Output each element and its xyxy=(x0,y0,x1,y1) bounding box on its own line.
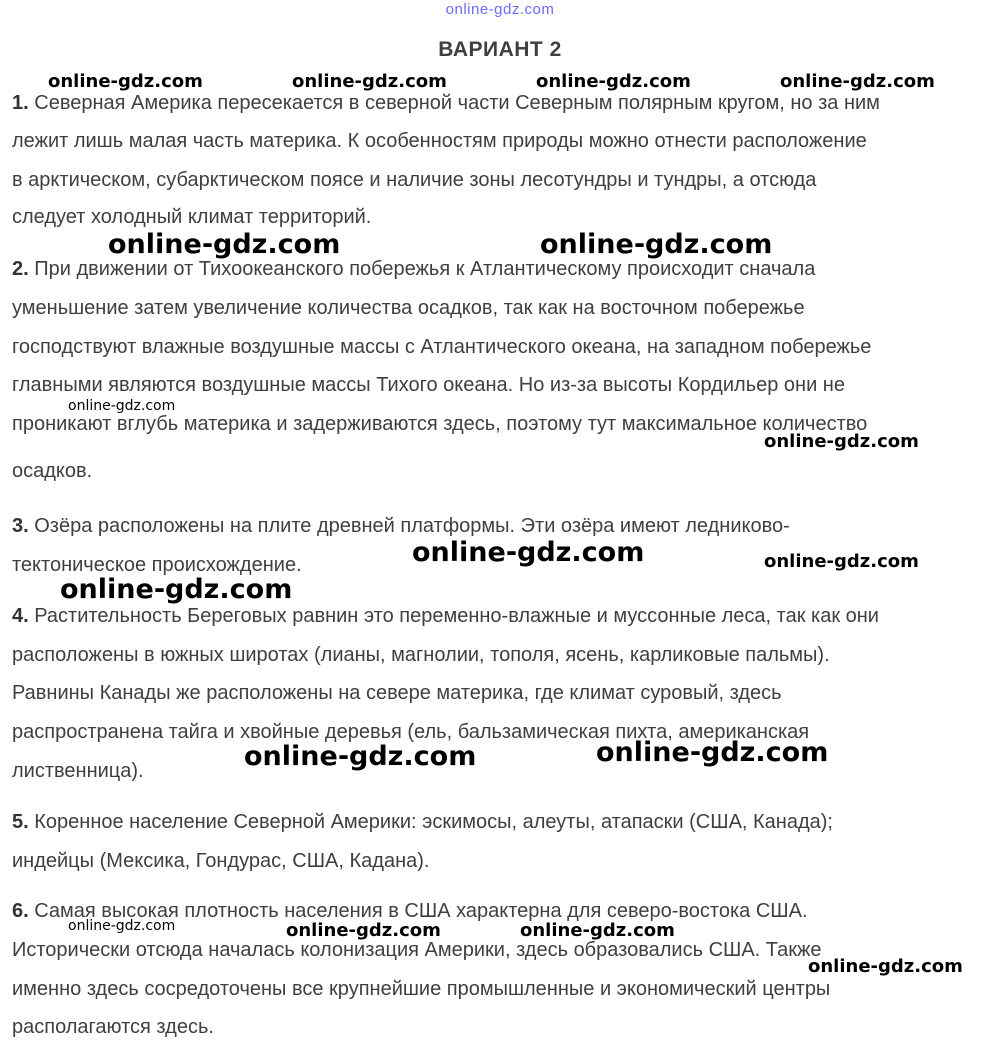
answer-text: Озёра расположены на плите древней платформы. Эти озёра имеют ледниково- xyxy=(34,515,790,537)
answer-1-line: в арктическом, субарктическом поясе и наличие зоны лесотундры и тундры, а отсюда xyxy=(12,169,817,191)
watermark: online-gdz.com xyxy=(48,71,203,92)
watermark: online-gdz.com xyxy=(292,71,447,92)
watermark: online-gdz.com xyxy=(764,431,919,452)
answer-2-line: господствуют влажные воздушные массы с Атлантического океана, на западном побережье xyxy=(12,336,872,358)
answer-6-line: располагаются здесь. xyxy=(12,1016,214,1038)
answer-number: 3. xyxy=(12,515,29,537)
watermark: online-gdz.com xyxy=(764,551,919,572)
answer-2-line: проникают вглубь материка и задерживаются здесь, поэтому тут максимальное количество xyxy=(12,413,868,435)
answer-1-line: следует холодный климат территорий. xyxy=(12,206,372,228)
answer-text: При движении от Тихоокеанского побережья к Атлантическому происходит сначала xyxy=(34,258,816,280)
answer-4-line xyxy=(12,604,879,628)
watermark: online-gdz.com xyxy=(244,741,477,772)
answer-3-line xyxy=(12,514,790,538)
answer-5-line: индейцы (Мексика, Гондурас, США, Кадана). xyxy=(12,850,430,872)
watermark: online-gdz.com xyxy=(596,737,829,768)
answer-2-line xyxy=(12,257,815,281)
answer-5-line xyxy=(12,810,833,834)
answer-text: Растительность Береговых равнин это переменно-влажные и муссонные леса, так как они xyxy=(34,605,879,627)
watermark: online-gdz.com xyxy=(286,920,441,941)
answer-3-line: тектоническое происхождение. xyxy=(12,554,302,576)
watermark: online-gdz.com xyxy=(68,918,176,934)
watermark: online-gdz.com xyxy=(808,956,963,977)
watermark: online-gdz.com xyxy=(412,537,645,568)
answer-4-line: расположены в южных широтах (лианы, магнолии, тополя, ясень, карликовые пальмы). xyxy=(12,644,830,666)
site-watermark-header: online-gdz.com xyxy=(445,1,555,18)
answer-text: Северная Америка пересекается в северной части Северным полярным кругом, но за ним xyxy=(34,92,880,114)
answer-4-line: лиственница). xyxy=(12,760,144,782)
watermark: online-gdz.com xyxy=(520,920,675,941)
answer-number: 2. xyxy=(12,258,29,280)
answer-6-line: Исторически отсюда началась колонизация Америки, здесь образовались США. Также xyxy=(12,939,822,961)
answer-1-line: лежит лишь малая часть материка. К особенностям природы можно отнести расположение xyxy=(12,130,867,152)
watermark: online-gdz.com xyxy=(108,229,341,260)
answer-text: Коренное население Северной Америки: эскимосы, алеуты, атапаски (США, Канада); xyxy=(34,811,833,833)
watermark: online-gdz.com xyxy=(60,574,293,605)
answer-number: 6. xyxy=(12,900,29,922)
watermark: online-gdz.com xyxy=(780,71,935,92)
answer-number: 1. xyxy=(12,92,29,114)
answer-6-line: именно здесь сосредоточены все крупнейшие промышленные и экономический центры xyxy=(12,978,831,1000)
answer-4-line: распространена тайга и хвойные деревья (ель, бальзамическая пихта, американская xyxy=(12,721,810,743)
answer-2-line: осадков. xyxy=(12,460,93,482)
watermark: online-gdz.com xyxy=(68,398,176,414)
watermark: online-gdz.com xyxy=(536,71,691,92)
answer-1-line xyxy=(12,91,880,115)
answer-text: Самая высокая плотность населения в США характерна для северо-востока США. xyxy=(34,900,808,922)
answer-4-line: Равнины Канады же расположены на севере материка, где климат суровый, здесь xyxy=(12,682,782,704)
page-title: ВАРИАНТ 2 xyxy=(438,38,562,61)
answer-2-line: уменьшение затем увеличение количества осадков, так как на восточном побережье xyxy=(12,297,805,319)
watermark: online-gdz.com xyxy=(540,229,773,260)
answer-number: 4. xyxy=(12,605,29,627)
answer-2-line: главными являются воздушные массы Тихого океана. Но из-за высоты Кордильер они не xyxy=(12,374,845,396)
answer-number: 5. xyxy=(12,811,29,833)
